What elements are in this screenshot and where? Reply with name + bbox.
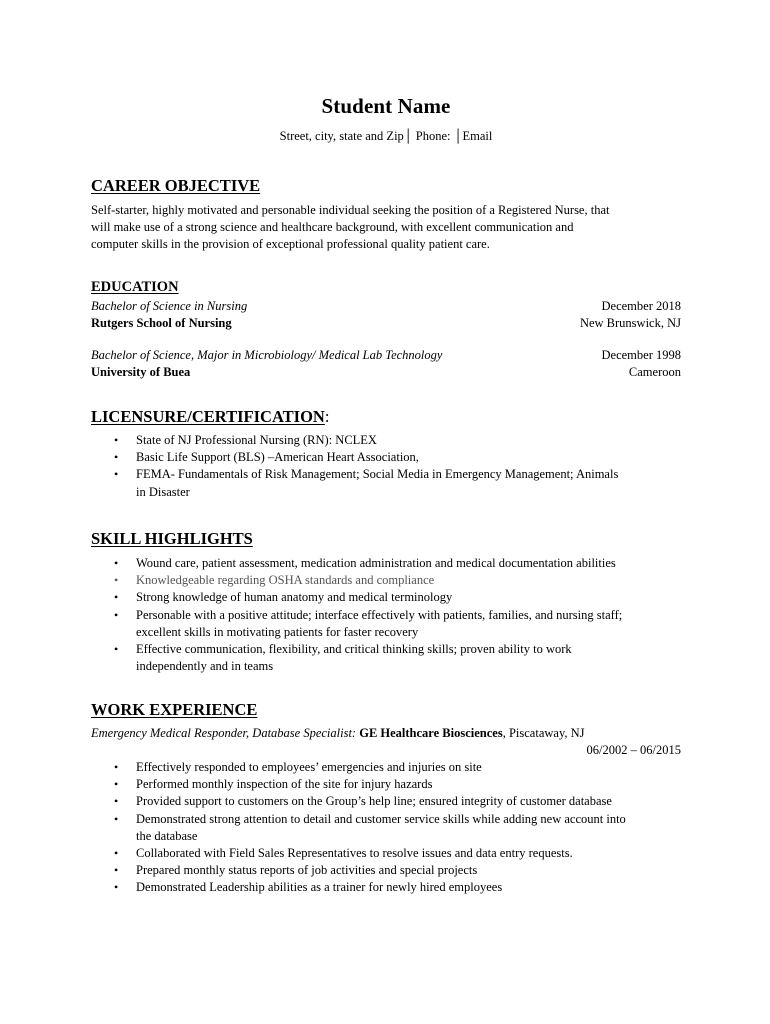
job-dates: 06/2002 – 06/2015 — [586, 743, 681, 757]
list-item — [91, 466, 681, 500]
list-item-text: Knowledgeable regarding OSHA standards and compliance — [136, 573, 435, 588]
list-item — [91, 879, 681, 896]
list-item-text: in Disaster — [136, 484, 190, 499]
list-item-text: State of NJ Professional Nursing (RN): NCLEX — [136, 433, 377, 447]
skills-heading: SKILL HIGHLIGHTS — [91, 529, 253, 548]
bullet-icon: • — [114, 846, 119, 861]
skills-section — [91, 529, 681, 675]
bullet-icon: • — [114, 433, 119, 447]
bullet-icon: • — [114, 573, 119, 588]
skills-list — [91, 555, 681, 675]
objective-line: computer skills in the provision of exceptional professional quality patient care. — [91, 236, 490, 251]
education-entry — [91, 347, 681, 381]
list-item — [91, 845, 681, 862]
bullet-icon: • — [114, 760, 119, 774]
education-heading: EDUCATION — [91, 279, 179, 295]
list-item-text: Wound care, patient assessment, medication administration and medical documentation abilities — [136, 556, 616, 570]
bullet-icon: • — [114, 777, 119, 792]
list-item — [91, 572, 681, 589]
bullet-icon: • — [114, 450, 119, 465]
list-item-text: Personable with a positive attitude; interface effectively with patients, families, and nursing staff; — [136, 607, 623, 622]
bullet-icon: • — [114, 811, 119, 826]
work-experience-section — [91, 700, 681, 897]
list-item-text: Collaborated with Field Sales Representatives to resolve issues and data entry requests. — [136, 846, 573, 861]
list-item — [91, 449, 681, 466]
contact-line: Street, city, state and Zip│ Phone: │Email — [279, 129, 493, 143]
bullet-icon: • — [114, 556, 119, 570]
work-experience-heading: WORK EXPERIENCE — [91, 700, 258, 719]
list-item-text: the database — [136, 828, 198, 843]
student-name: Student Name — [321, 94, 451, 118]
school-name: Rutgers School of Nursing — [91, 316, 232, 330]
bullet-icon: • — [114, 607, 119, 622]
bullet-icon: • — [114, 880, 119, 895]
list-item — [91, 641, 681, 675]
list-item — [91, 589, 681, 606]
list-item-text: FEMA- Fundamentals of Risk Management; Social Media in Emergency Management; Animals — [136, 467, 619, 482]
licensure-list — [91, 432, 681, 501]
list-item-text: Effective communication, flexibility, and critical thinking skills; proven ability to work — [136, 642, 572, 657]
degree: Bachelor of Science, Major in Microbiology/ Medical Lab Technology — [91, 348, 443, 362]
licensure-heading-text: LICENSURE/CERTIFICATION — [91, 407, 325, 426]
list-item-text: Provided support to customers on the Group’s help line; ensured integrity of customer database — [136, 794, 612, 809]
list-item-text: Demonstrated strong attention to detail and customer service skills while adding new account into — [136, 811, 626, 826]
list-item-text: Performed monthly inspection of the site for injury hazards — [136, 777, 433, 792]
list-item — [91, 555, 681, 572]
list-item-text: Strong knowledge of human anatomy and medical terminology — [136, 590, 453, 605]
list-item — [91, 793, 681, 810]
job-title: Emergency Medical Responder, Database Specialist: — [91, 726, 357, 740]
licensure-heading — [91, 407, 681, 427]
job-location: , Piscataway, NJ — [502, 726, 585, 740]
list-item — [91, 811, 681, 845]
company-name: GE Healthcare Biosciences — [359, 726, 503, 740]
list-item — [91, 759, 681, 776]
career-objective-section — [91, 176, 681, 252]
graduation-date: December 2018 — [601, 299, 681, 313]
school-location: New Brunswick, NJ — [579, 316, 681, 330]
licensure-section — [91, 407, 681, 501]
job-title-line — [91, 725, 681, 742]
bullet-icon: • — [114, 467, 119, 482]
list-item-text: Effectively responded to employees’ emergencies and injuries on site — [136, 760, 482, 774]
list-item-text: Demonstrated Leadership abilities as a trainer for newly hired employees — [136, 880, 503, 895]
career-objective-heading: CAREER OBJECTIVE — [91, 176, 261, 195]
school-name: University of Buea — [91, 365, 191, 379]
licensure-heading-colon: : — [324, 407, 330, 426]
list-item-text: Basic Life Support (BLS) –American Heart Association, — [136, 450, 419, 465]
list-item — [91, 432, 681, 449]
bullet-icon: • — [114, 794, 119, 809]
career-objective-text — [91, 202, 681, 252]
work-duties-list — [91, 759, 681, 897]
list-item — [91, 607, 681, 641]
degree: Bachelor of Science in Nursing — [91, 299, 248, 313]
objective-line: Self-starter, highly motivated and personable individual seeking the position of a Registered Nurse, that — [91, 203, 610, 217]
education-section — [91, 277, 681, 381]
school-location: Cameroon — [628, 365, 681, 379]
list-item-text: excellent skills in motivating patients for faster recovery — [136, 624, 419, 639]
list-item — [91, 862, 681, 879]
bullet-icon: • — [114, 642, 119, 657]
education-entry — [91, 298, 681, 332]
graduation-date: December 1998 — [601, 348, 681, 362]
list-item — [91, 776, 681, 793]
list-item-text: independently and in teams — [136, 659, 274, 674]
list-item-text: Prepared monthly status reports of job activities and special projects — [136, 863, 478, 878]
bullet-icon: • — [114, 590, 119, 605]
objective-line: will make use of a strong science and healthcare background, with excellent communication and — [91, 219, 574, 234]
bullet-icon: • — [114, 863, 119, 878]
